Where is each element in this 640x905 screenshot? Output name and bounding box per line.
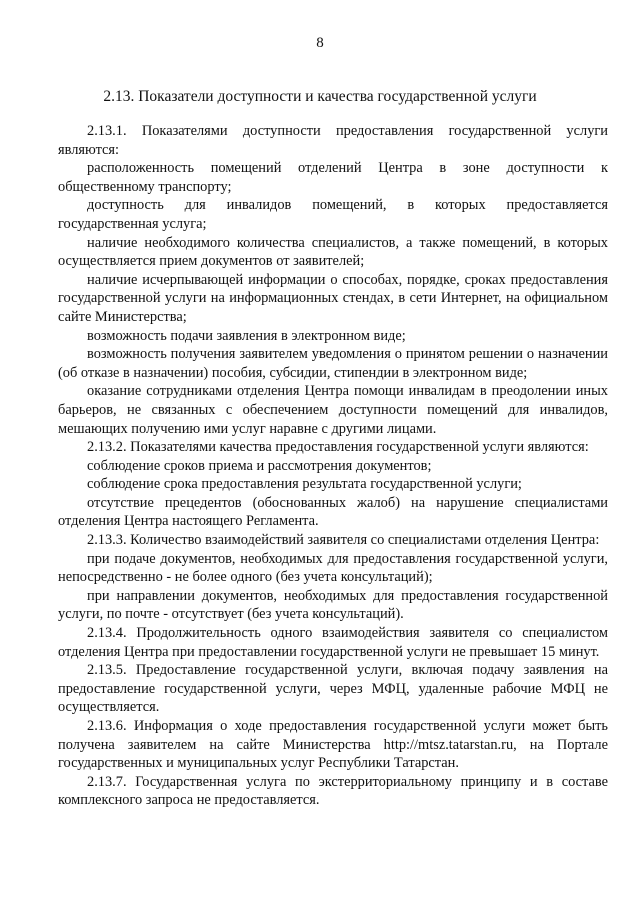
paragraph: 2.13.1. Показателями доступности предоставления государственной услуги являются: — [58, 123, 608, 158]
paragraph: соблюдение сроков приема и рассмотрения документов; — [87, 457, 432, 474]
document-body — [58, 122, 608, 810]
paragraph: оказание сотрудниками отделения Центра помощи инвалидам в преодолении иных барьеров, не связанных с обеспечением доступности помещений для инвалидов, мешающих получению ими услуг наравне с другими лицами. — [58, 383, 608, 437]
paragraph: 2.13.7. Государственная услуга по экстерриториальному принципу и в составе комплексного запроса не предоставляется. — [58, 773, 608, 809]
paragraph: 2.13.2. Показателями качества предоставления государственной услуги являются: — [87, 439, 589, 456]
paragraph: доступность для инвалидов помещений, в которых предоставляется государственная услуга; — [58, 197, 608, 232]
paragraph: расположенность помещений отделений Центра в зоне доступности к общественному транспорту; — [58, 160, 608, 195]
paragraph: возможность подачи заявления в электронном виде; — [87, 327, 406, 344]
paragraph: возможность получения заявителем уведомления о принятом решении о назначении (об отказе в назначении) пособия, субсидии, стипендии в электронном виде; — [58, 346, 608, 381]
paragraph: 2.13.5. Предоставление государственной услуги, включая подачу заявления на предоставление государственной услуги, через МФЦ, удаленные рабочие МФЦ не осуществляется. — [58, 662, 608, 716]
paragraph: наличие исчерпывающей информации о способах, порядке, сроках предоставления государственной услуги на информационных стендах, в сети Интернет, на официальном сайте Министерства; — [58, 271, 608, 325]
paragraph: 2.13.3. Количество взаимодействий заявителя со специалистами отделения Центра: — [87, 532, 600, 549]
page-number: 8 — [316, 35, 324, 51]
section-heading: 2.13. Показатели доступности и качества государственной услуги — [103, 88, 537, 105]
paragraph: 2.13.6. Информация о ходе предоставления государственной услуги может быть получена заявителем на сайте Министерства http://mtsz.tatarstan.ru, на Портале государственных и муниципальных услуг Республики Татарстан. — [58, 718, 608, 772]
paragraph: 2.13.4. Продолжительность одного взаимодействия заявителя со специалистом отделения Центра при предоставлении государственной услуги не превышает 15 минут. — [58, 625, 608, 660]
paragraph: наличие необходимого количества специалистов, а также помещений, в которых осуществляется прием документов от заявителей; — [58, 234, 608, 270]
paragraph: соблюдение срока предоставления результата государственной услуги; — [87, 476, 522, 493]
paragraph: отсутствие прецедентов (обоснованных жалоб) на нарушение специалистами отделения Центра настоящего Регламента. — [58, 494, 608, 530]
paragraph: при направлении документов, необходимых для предоставления государственной услуги, по почте - отсутствует (без учета консультаций). — [58, 587, 608, 623]
paragraph: при подаче документов, необходимых для предоставления государственной услуги, непосредственно - не более одного (без учета консультаций); — [58, 550, 608, 586]
